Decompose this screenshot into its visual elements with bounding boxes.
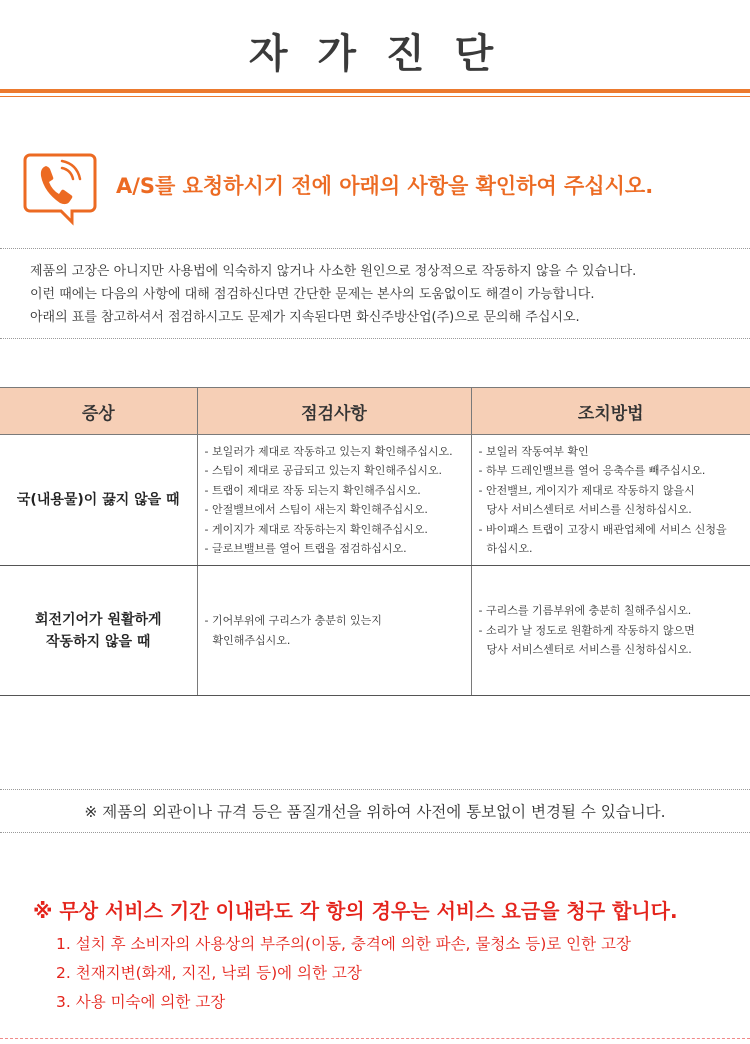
title-rule-thin bbox=[0, 96, 750, 97]
check-item: 확인해주십시오. bbox=[212, 633, 291, 647]
table-row bbox=[0, 435, 750, 566]
action-item: - 안전밸브, 게이지가 제대로 작동하지 않을시 bbox=[478, 483, 695, 497]
notice-headline: A/S를 요청하시기 전에 아래의 사항을 확인하여 주십시오. bbox=[116, 174, 654, 198]
footnote-divider-bottom bbox=[0, 832, 750, 833]
title-band bbox=[0, 0, 750, 100]
actions-cell bbox=[471, 435, 750, 566]
footnote: ※ 제품의 외관이나 규격 등은 품질개선을 위하여 사전에 통보없이 변경될 수 있습니다. bbox=[84, 803, 666, 821]
divider-bottom bbox=[0, 338, 750, 339]
intro-line: 이런 때에는 다음의 사항에 대해 점검하신다면 간단한 문제는 본사의 도움없이도 해결이 가능합니다. bbox=[30, 287, 595, 302]
action-item: - 바이패스 트랩이 고장시 배관업체에 서비스 신청을 bbox=[478, 522, 727, 536]
action-item: 당사 서비스센터로 서비스를 신청하십시오. bbox=[486, 643, 692, 657]
table-header-row bbox=[0, 388, 750, 435]
symptom-text: 회전기어가 원활하게 bbox=[34, 611, 162, 628]
title-rule-thick bbox=[0, 89, 750, 93]
check-item: - 보일러가 제대로 작동하고 있는지 확인해주십시오. bbox=[204, 444, 453, 458]
check-item: - 트랩이 제대로 작동 되는지 확인해주십시오. bbox=[204, 483, 421, 497]
action-item: 당사 서비스센터로 서비스를 신청하십시오. bbox=[486, 503, 692, 516]
intro-line: 제품의 고장은 아니지만 사용법에 익숙하지 않거나 사소한 원인으로 정상적으로 작동하지 않을 수 있습니다. bbox=[30, 264, 637, 279]
checks-cell bbox=[197, 435, 471, 566]
checks-cell bbox=[197, 566, 471, 696]
check-item: - 안절밸브에서 스팀이 새는지 확인해주십시오. bbox=[204, 503, 428, 516]
phone-icon bbox=[22, 152, 98, 228]
warning-headline: ※ 무상 서비스 기간 이내라도 각 항의 경우는 서비스 요금을 청구 합니다. bbox=[33, 899, 678, 923]
action-item: - 구리스를 기름부위에 충분히 칠해주십시오. bbox=[478, 604, 692, 618]
actions-cell bbox=[471, 566, 750, 696]
header-symptom: 증상 bbox=[0, 388, 197, 435]
footnote-divider-top bbox=[0, 789, 750, 790]
symptom-text: 국(내용물)이 끓지 않을 때 bbox=[16, 492, 180, 508]
bottom-divider bbox=[0, 1038, 750, 1039]
check-item: - 스팀이 제대로 공급되고 있는지 확인해주십시오. bbox=[204, 464, 442, 477]
check-item: - 게이지가 제대로 작동하는지 확인해주십시오. bbox=[204, 522, 428, 536]
action-item: - 소리가 날 정도로 원활하게 작동하지 않으면 bbox=[478, 623, 695, 637]
action-item: - 보일러 작동여부 확인 bbox=[478, 444, 589, 458]
warning-item: 3. 사용 미숙에 의한 고장 bbox=[56, 993, 226, 1011]
divider-top bbox=[0, 248, 750, 249]
symptom-text: 작동하지 않을 때 bbox=[46, 633, 151, 650]
check-item: - 기어부위에 구리스가 충분히 있는지 bbox=[204, 614, 382, 627]
action-item: 하십시오. bbox=[486, 542, 533, 555]
action-item: - 하부 드레인밸브를 열어 응축수를 빼주십시오. bbox=[478, 464, 706, 477]
page-title: 자 가 진 단 bbox=[248, 31, 502, 77]
warning-item: 1. 설치 후 소비자의 사용상의 부주의(이동, 충격에 의한 파손, 물청소 등)로 인한 고장 bbox=[56, 935, 631, 953]
table-row bbox=[0, 566, 750, 696]
intro-line: 아래의 표를 참고하셔서 점검하시고도 문제가 지속된다면 화신주방산업(주)으로 문의해 주십시오. bbox=[30, 310, 580, 325]
header-actions: 조치방법 bbox=[471, 388, 750, 435]
warning-list bbox=[56, 930, 631, 1017]
intro-paragraph bbox=[30, 260, 730, 329]
symptom-cell bbox=[0, 435, 197, 566]
diagnosis-table bbox=[0, 387, 750, 696]
symptom-cell bbox=[0, 566, 197, 696]
header-checks: 점검사항 bbox=[197, 388, 471, 435]
warning-item: 2. 천재지변(화재, 지진, 낙뢰 등)에 의한 고장 bbox=[56, 964, 362, 982]
check-item: - 글로브밸브를 열어 트랩을 점검하십시오. bbox=[204, 542, 407, 555]
